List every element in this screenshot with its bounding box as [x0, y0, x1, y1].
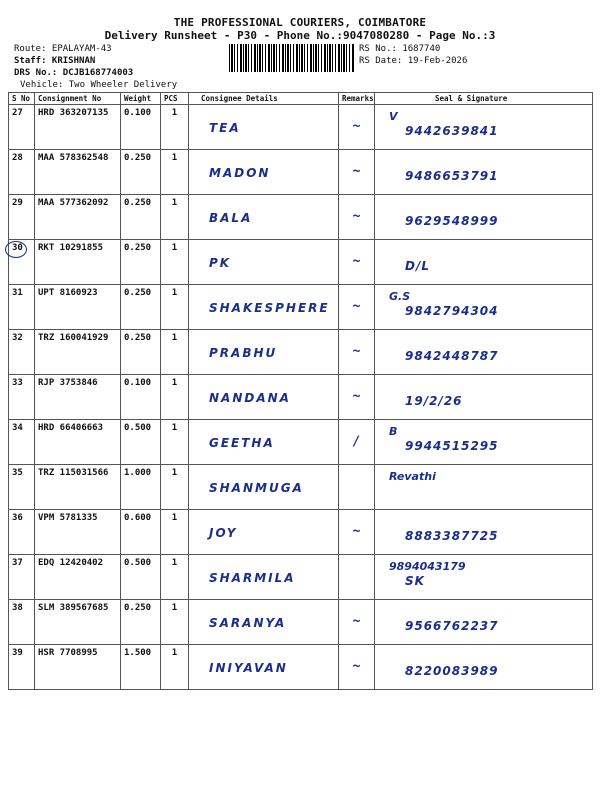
- company-title: THE PROFESSIONAL COURIERS, COIMBATORE: [173, 16, 427, 29]
- circle-mark: [5, 241, 27, 258]
- signature: [375, 465, 593, 510]
- weight-value: 0.100: [121, 375, 161, 420]
- signature-phone: 9442639841: [405, 124, 499, 138]
- table-row: [9, 420, 593, 465]
- weight-value: 0.100: [121, 105, 161, 150]
- col-remarks: Remarks: [339, 93, 375, 105]
- table-header-row: [9, 93, 593, 105]
- pcs-value: 1: [161, 375, 189, 420]
- table-row: [9, 465, 593, 510]
- pcs-value: 1: [161, 285, 189, 330]
- remark-mark: ~: [339, 240, 375, 285]
- serial-number: 36: [9, 510, 35, 555]
- pcs-value: 1: [161, 510, 189, 555]
- drs-label: DRS No.: DCJB168774003: [14, 68, 134, 78]
- remark-mark: ~: [339, 645, 375, 690]
- consignment-number: RKT 10291855: [35, 240, 121, 285]
- pcs-value: 1: [161, 600, 189, 645]
- serial-number: 30: [9, 240, 35, 285]
- signature-text: B: [389, 425, 398, 438]
- signature-text: V: [389, 110, 398, 123]
- signature-text: G.S: [389, 290, 411, 303]
- signature-phone: 9842448787: [405, 349, 499, 363]
- table-row: [9, 510, 593, 555]
- consignee-name: SHAKESPHERE: [189, 285, 339, 330]
- remark-mark: ~: [339, 375, 375, 420]
- serial-number: 39: [9, 645, 35, 690]
- col-weight: Weight: [121, 93, 161, 105]
- consignment-number: HRD 363207135: [35, 105, 121, 150]
- runsheet-subtitle: Delivery Runsheet - P30 - Phone No.:9047080280 - Page No.:3: [104, 29, 496, 42]
- table-row: [9, 375, 593, 420]
- weight-value: 0.600: [121, 510, 161, 555]
- signature-phone: 9566762237: [405, 619, 499, 633]
- serial-number: 38: [9, 600, 35, 645]
- remark-mark: ~: [339, 105, 375, 150]
- consignment-number: HSR 7708995: [35, 645, 121, 690]
- serial-number: 31: [9, 285, 35, 330]
- table-row: [9, 195, 593, 240]
- signature: [375, 240, 593, 285]
- pcs-value: 1: [161, 105, 189, 150]
- consignee-name: INIYAVAN: [189, 645, 339, 690]
- table-row: [9, 285, 593, 330]
- signature-phone: SK: [405, 574, 425, 588]
- serial-number: 29: [9, 195, 35, 240]
- signature: [375, 150, 593, 195]
- table-row: [9, 150, 593, 195]
- signature: [375, 420, 593, 465]
- serial-number: 28: [9, 150, 35, 195]
- signature: [375, 555, 593, 600]
- consignee-name: SHARMILA: [189, 555, 339, 600]
- table-row: [9, 555, 593, 600]
- weight-value: 0.250: [121, 330, 161, 375]
- col-consignment: Consignment No: [35, 93, 121, 105]
- weight-value: 0.250: [121, 285, 161, 330]
- weight-value: 0.250: [121, 195, 161, 240]
- table-row: [9, 645, 593, 690]
- consignee-name: BALA: [189, 195, 339, 240]
- pcs-value: 1: [161, 555, 189, 600]
- remark-mark: ~: [339, 600, 375, 645]
- remark-mark: ~: [339, 510, 375, 555]
- consignment-number: TRZ 160041929: [35, 330, 121, 375]
- signature: [375, 195, 593, 240]
- signature: [375, 375, 593, 420]
- consignee-name: JOY: [189, 510, 339, 555]
- weight-value: 0.250: [121, 240, 161, 285]
- pcs-value: 1: [161, 465, 189, 510]
- consignment-number: RJP 3753846: [35, 375, 121, 420]
- runsheet-table: [8, 92, 593, 690]
- consignee-name: SARANYA: [189, 600, 339, 645]
- pcs-value: 1: [161, 645, 189, 690]
- signature-phone: 9842794304: [405, 304, 499, 318]
- consignment-number: HRD 66406663: [35, 420, 121, 465]
- remark-mark: /: [339, 420, 375, 465]
- col-signature: Seal & Signature: [375, 93, 593, 105]
- col-sno: S No: [9, 93, 35, 105]
- rs-date: RS Date: 19-Feb-2026: [359, 56, 468, 66]
- consignment-number: TRZ 115031566: [35, 465, 121, 510]
- serial-number: 32: [9, 330, 35, 375]
- signature-phone: 9944515295: [405, 439, 499, 453]
- signature: [375, 285, 593, 330]
- rs-number: RS No.: 1687740: [359, 44, 441, 54]
- consignee-name: PK: [189, 240, 339, 285]
- barcode: [229, 44, 355, 72]
- consignment-number: SLM 389567685: [35, 600, 121, 645]
- serial-number: 27: [9, 105, 35, 150]
- weight-value: 0.250: [121, 150, 161, 195]
- weight-value: 1.500: [121, 645, 161, 690]
- consignee-name: TEA: [189, 105, 339, 150]
- weight-value: 0.500: [121, 420, 161, 465]
- consignee-name: GEETHA: [189, 420, 339, 465]
- consignment-number: UPT 8160923: [35, 285, 121, 330]
- remark-mark: ~: [339, 195, 375, 240]
- staff-label: Staff: KRISHNAN: [14, 56, 96, 66]
- consignment-number: EDQ 12420402: [35, 555, 121, 600]
- signature-phone: 8883387725: [405, 529, 499, 543]
- pcs-value: 1: [161, 195, 189, 240]
- pcs-value: 1: [161, 330, 189, 375]
- signature: [375, 645, 593, 690]
- consignment-number: MAA 578362548: [35, 150, 121, 195]
- route-label: Route: EPALAYAM-43: [14, 44, 112, 54]
- table-row: [9, 330, 593, 375]
- remark-mark: ~: [339, 150, 375, 195]
- serial-number: 35: [9, 465, 35, 510]
- signature-text: Revathi: [389, 470, 436, 483]
- serial-number: 34: [9, 420, 35, 465]
- signature: [375, 510, 593, 555]
- vehicle-label: Vehicle: Two Wheeler Delivery: [20, 80, 178, 90]
- remark-mark: ~: [339, 330, 375, 375]
- table-row: [9, 600, 593, 645]
- remark-mark: [339, 465, 375, 510]
- consignee-name: PRABHU: [189, 330, 339, 375]
- weight-value: 1.000: [121, 465, 161, 510]
- col-consignee: Consignee Details: [189, 93, 339, 105]
- pcs-value: 1: [161, 420, 189, 465]
- col-pcs: PCS: [161, 93, 189, 105]
- signature: [375, 105, 593, 150]
- weight-value: 0.250: [121, 600, 161, 645]
- remark-mark: [339, 555, 375, 600]
- table-row: [9, 240, 593, 285]
- remark-mark: ~: [339, 285, 375, 330]
- serial-number: 33: [9, 375, 35, 420]
- signature-phone: 8220083989: [405, 664, 499, 678]
- signature: [375, 330, 593, 375]
- consignment-number: MAA 577362092: [35, 195, 121, 240]
- signature-phone: 9486653791: [405, 169, 499, 183]
- table-row: [9, 105, 593, 150]
- pcs-value: 1: [161, 150, 189, 195]
- signature-phone: 19/2/26: [405, 394, 463, 408]
- consignment-number: VPM 5781335: [35, 510, 121, 555]
- consignee-name: SHANMUGA: [189, 465, 339, 510]
- weight-value: 0.500: [121, 555, 161, 600]
- signature: [375, 600, 593, 645]
- pcs-value: 1: [161, 240, 189, 285]
- consignee-name: NANDANA: [189, 375, 339, 420]
- signature-phone: D/L: [405, 259, 430, 273]
- consignee-name: MADON: [189, 150, 339, 195]
- signature-phone: 9629548999: [405, 214, 499, 228]
- signature-text: 9894043179: [389, 560, 466, 573]
- serial-number: 37: [9, 555, 35, 600]
